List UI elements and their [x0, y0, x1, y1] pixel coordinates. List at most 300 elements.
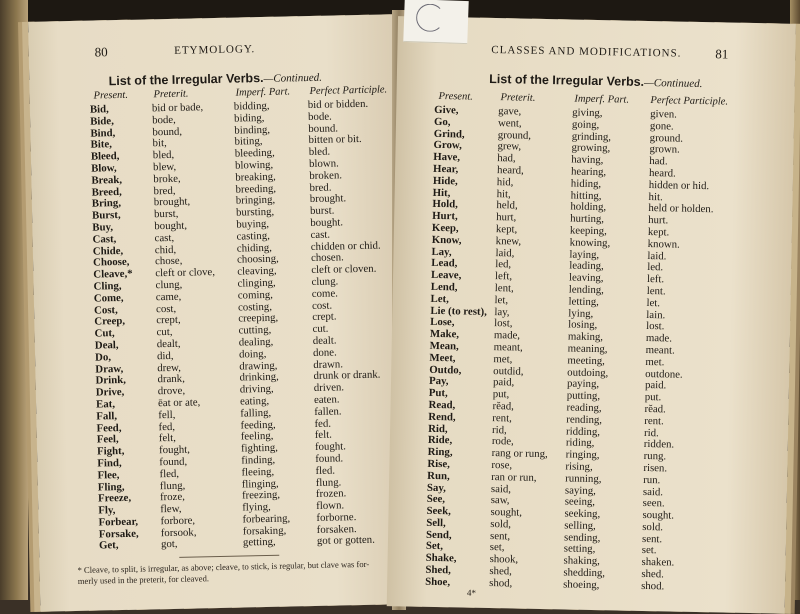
cell-perfect-participle: bid or bidden. — [307, 97, 369, 112]
cell-present: Do, — [94, 350, 112, 364]
cell-imperf-part: seeing, — [564, 495, 596, 509]
cell-imperf-part: doing, — [238, 347, 267, 361]
cell-preterit: rent, — [492, 411, 512, 425]
cell-perfect-participle: cast. — [310, 228, 331, 241]
cell-present: Eat, — [95, 398, 116, 411]
cell-preterit: drove, — [157, 384, 186, 398]
cell-preterit: rĕad, — [492, 399, 514, 413]
cell-imperf-part: sending, — [563, 531, 601, 544]
cell-perfect-participle: risen. — [643, 461, 668, 475]
cell-present: Rise, — [427, 457, 451, 471]
cell-imperf-part: dealing, — [238, 335, 274, 349]
cell-imperf-part: leaving, — [568, 271, 604, 285]
cell-present: Bid, — [89, 103, 109, 116]
cell-present: Run, — [427, 469, 450, 482]
cell-present: Get, — [98, 539, 119, 553]
cell-perfect-participle: shod. — [641, 579, 665, 593]
cell-imperf-part: clinging, — [237, 276, 276, 290]
cell-perfect-participle: left. — [646, 273, 665, 286]
cell-present: Creep, — [94, 315, 126, 328]
left-col-imperf-part: Imperf. Part. — [235, 86, 291, 99]
cell-perfect-participle: rent. — [644, 414, 664, 428]
cell-preterit: broke, — [153, 172, 181, 186]
cell-imperf-part: costing, — [237, 300, 273, 314]
cell-imperf-part: buying, — [236, 217, 270, 231]
cell-present: Freeze, — [97, 492, 132, 505]
cell-preterit: cost, — [155, 302, 177, 315]
cell-preterit: held, — [496, 199, 518, 212]
cell-preterit: froze, — [159, 491, 186, 504]
cell-imperf-part: binding, — [234, 123, 271, 137]
cell-present: Know, — [431, 233, 462, 247]
cell-perfect-participle: seen. — [642, 497, 665, 510]
paper-bookmark — [403, 0, 468, 44]
cell-present: Ride, — [427, 434, 453, 447]
cell-present: Draw, — [95, 362, 124, 376]
cell-perfect-participle: bound. — [308, 122, 339, 135]
cell-present: Mean, — [429, 339, 459, 353]
cell-preterit: shed, — [489, 565, 513, 578]
cell-present: Choose, — [92, 256, 130, 269]
cell-present: Shake, — [425, 552, 457, 565]
cell-imperf-part: knowing, — [569, 236, 611, 250]
cell-preterit: crept, — [156, 314, 181, 327]
cell-imperf-part: bringing, — [235, 194, 276, 207]
right-list-title — [397, 70, 795, 92]
cell-preterit: made, — [493, 329, 521, 342]
cell-present: Hit, — [432, 186, 451, 199]
cell-preterit: hit, — [496, 187, 511, 200]
cell-perfect-participle: put. — [644, 391, 662, 404]
cell-present: Lead, — [431, 257, 458, 270]
cell-imperf-part: choosing, — [236, 253, 279, 266]
cell-imperf-part: ridding, — [565, 424, 601, 438]
cell-perfect-participle: burst. — [309, 204, 335, 218]
cell-preterit: ēat or ate, — [157, 396, 201, 410]
right-col-present: Present. — [438, 90, 473, 103]
cell-present: Forsake, — [98, 527, 139, 541]
cell-imperf-part: rising, — [565, 460, 593, 473]
cell-preterit: felt, — [158, 432, 177, 445]
cell-present: Fling, — [97, 480, 125, 494]
cell-preterit: let, — [494, 293, 509, 307]
cell-present: Meet, — [429, 351, 456, 365]
cell-preterit: fell, — [158, 408, 176, 421]
cell-present: Lie (to rest), — [430, 304, 487, 318]
cell-present: Put, — [428, 386, 448, 400]
cell-preterit: outdid, — [493, 364, 524, 378]
cell-present: Keep, — [431, 221, 459, 235]
cell-perfect-participle: drawn. — [313, 357, 344, 371]
cell-imperf-part: biting, — [234, 135, 263, 148]
cell-imperf-part: shaking, — [563, 554, 601, 568]
cell-preterit: chid, — [154, 243, 177, 256]
cell-present: Fall, — [96, 409, 118, 423]
cell-present: Lose, — [430, 316, 455, 329]
cell-preterit: drank, — [157, 373, 185, 386]
cell-preterit: rode, — [491, 435, 514, 448]
cell-present: See, — [426, 493, 446, 506]
cell-perfect-participle: met. — [645, 355, 665, 369]
cell-preterit: hid, — [496, 175, 514, 189]
cell-perfect-participle: rung. — [643, 450, 667, 463]
cell-present: Sell, — [426, 516, 446, 530]
cell-present: Grind, — [433, 127, 465, 141]
cell-present: Lay, — [431, 245, 452, 258]
cell-perfect-participle: said. — [642, 485, 664, 498]
right-running-head: CLASSES AND MODIFICATIONS. — [491, 43, 682, 60]
cell-imperf-part: driving, — [239, 382, 274, 396]
cell-imperf-part: setting, — [563, 542, 596, 556]
cell-perfect-participle: sold. — [642, 520, 664, 534]
cell-preterit: lay, — [494, 305, 510, 318]
cell-imperf-part: running, — [565, 472, 602, 485]
cell-perfect-participle: rĕad. — [644, 402, 666, 416]
cell-perfect-participle: bode. — [307, 110, 332, 123]
cell-preterit: flung, — [159, 479, 186, 492]
cell-present: Outdo, — [429, 363, 462, 376]
cell-preterit: chose, — [154, 255, 183, 268]
cell-perfect-participle: lent. — [646, 284, 666, 298]
cell-imperf-part: keeping, — [569, 224, 607, 238]
cell-preterit: came, — [155, 290, 182, 304]
cell-imperf-part: bleeding, — [234, 146, 275, 160]
right-page-number: 81 — [715, 46, 729, 62]
cell-perfect-participle: meant. — [645, 343, 675, 357]
cell-imperf-part: riding, — [565, 436, 595, 450]
cell-preterit: heard, — [496, 164, 524, 177]
cell-imperf-part: seeking, — [564, 507, 601, 521]
cell-perfect-participle: chosen. — [310, 251, 344, 265]
cell-preterit: cast, — [154, 231, 175, 245]
right-verb-table — [387, 104, 794, 595]
cell-perfect-participle: known. — [647, 237, 680, 251]
cell-perfect-participle: lain. — [646, 308, 666, 321]
cell-present: Cast, — [92, 232, 117, 246]
cell-imperf-part: paying, — [566, 377, 600, 391]
cell-preterit: blew, — [152, 160, 177, 174]
cell-present: Pay, — [428, 375, 449, 388]
right-page — [387, 16, 796, 614]
cell-perfect-participle: bought. — [310, 216, 344, 229]
cell-imperf-part: creeping, — [238, 312, 279, 325]
cell-imperf-part: biding, — [233, 111, 265, 125]
cell-present: Feel, — [96, 433, 119, 446]
right-list-continued: —Continued. — [643, 76, 703, 91]
cell-preterit: led, — [495, 258, 512, 271]
cell-perfect-participle: cut. — [312, 322, 329, 336]
cell-perfect-participle: bred. — [309, 181, 332, 194]
cell-present: Deal, — [94, 339, 119, 352]
cell-present: Fight, — [96, 445, 125, 458]
cell-preterit: gave, — [498, 105, 522, 118]
cell-imperf-part: fighting, — [240, 441, 279, 455]
cell-present: Hold, — [432, 198, 459, 211]
cell-preterit: clung, — [155, 278, 183, 292]
cell-imperf-part: bidding, — [233, 99, 270, 113]
cell-imperf-part: bursting, — [235, 205, 275, 219]
cell-preterit: left, — [494, 270, 513, 283]
cell-present: Blow, — [91, 162, 117, 175]
cell-present: Grow, — [433, 139, 462, 152]
cell-preterit: rose, — [491, 458, 513, 472]
cell-perfect-participle: let. — [646, 296, 661, 310]
cell-present: Bring, — [91, 197, 122, 210]
left-footnote — [77, 558, 407, 587]
cell-preterit: had, — [497, 152, 516, 165]
cell-preterit: burst, — [153, 207, 179, 221]
cell-present: Bite, — [90, 138, 113, 152]
cell-present: Burst, — [91, 209, 121, 222]
cell-present: Rend, — [428, 410, 456, 424]
cell-perfect-participle: held or holden. — [648, 202, 714, 216]
cell-imperf-part: flinging, — [241, 477, 279, 491]
cell-imperf-part: breeding, — [235, 182, 277, 196]
cell-imperf-part: blowing, — [234, 158, 274, 172]
cell-preterit: ground, — [497, 128, 532, 142]
cell-perfect-participle: got or gotten. — [316, 534, 375, 548]
cell-perfect-participle: lost. — [646, 320, 665, 333]
cell-present: Go, — [433, 115, 451, 129]
cell-perfect-participle: fled. — [315, 464, 336, 477]
cell-perfect-participle: sought. — [642, 509, 675, 522]
cell-perfect-participle: led. — [647, 261, 664, 274]
cell-imperf-part: coming, — [237, 288, 274, 302]
cell-perfect-participle: fallen. — [314, 405, 342, 418]
cell-preterit: cleft or clove, — [155, 266, 216, 280]
cell-perfect-participle: done. — [312, 346, 337, 359]
cell-perfect-participle: bled. — [308, 145, 331, 159]
cell-perfect-participle: rid. — [643, 426, 659, 439]
left-verb-table — [30, 98, 411, 554]
cell-preterit: cut, — [156, 326, 173, 339]
cell-preterit: fed, — [158, 420, 176, 433]
cell-imperf-part: cutting, — [238, 324, 272, 337]
cell-preterit: paid, — [492, 376, 515, 389]
cell-imperf-part: shedding, — [563, 566, 606, 580]
cell-present: Cling, — [93, 279, 122, 293]
cell-imperf-part: hurting, — [570, 212, 605, 226]
cell-imperf-part: feeding, — [240, 418, 276, 432]
bookmark-pencil-mark — [416, 3, 445, 32]
cell-perfect-participle: eaten. — [313, 393, 340, 406]
right-signature-mark: 4* — [466, 587, 477, 598]
cell-perfect-participle: flown. — [316, 499, 345, 513]
cell-preterit: bled, — [152, 149, 175, 162]
cell-perfect-participle: come. — [311, 287, 339, 300]
cell-perfect-participle: hurt. — [648, 214, 669, 227]
cell-imperf-part: getting, — [242, 536, 276, 549]
cell-preterit: bid or bade, — [151, 101, 204, 115]
cell-present: Drive, — [95, 386, 125, 399]
cell-imperf-part: flying, — [242, 501, 271, 514]
cell-present: Bind, — [90, 126, 116, 140]
cell-preterit: lost, — [494, 317, 513, 330]
cell-imperf-part: making, — [567, 330, 604, 344]
cell-preterit: put, — [492, 388, 510, 401]
cell-perfect-participle: sent. — [641, 532, 663, 546]
left-col-present: Present. — [93, 89, 129, 102]
cell-perfect-participle: given. — [650, 108, 678, 121]
cell-perfect-participle: driven. — [313, 381, 345, 395]
left-page-header — [29, 38, 401, 62]
cell-preterit: rid, — [492, 423, 507, 436]
cell-present: Leave, — [430, 269, 462, 282]
cell-perfect-participle: felt. — [314, 428, 332, 442]
cell-preterit: set, — [489, 541, 505, 554]
cell-present: Have, — [433, 151, 461, 164]
cell-present: Shoe, — [425, 575, 451, 589]
cell-present: Cleave,* — [93, 267, 133, 281]
left-page-number: 80 — [94, 44, 108, 60]
cell-perfect-participle: bitten or bit. — [308, 133, 362, 147]
cell-imperf-part: finding, — [241, 453, 276, 467]
cell-preterit: found, — [159, 455, 188, 469]
cell-imperf-part: eating, — [239, 394, 270, 408]
cell-preterit: dealt, — [156, 337, 181, 351]
cell-perfect-participle: grown. — [649, 143, 680, 157]
cell-perfect-participle: hit. — [648, 190, 663, 203]
cell-perfect-participle: broken. — [309, 169, 343, 182]
cell-present: Shed, — [425, 563, 452, 577]
cell-imperf-part: grinding, — [571, 130, 612, 143]
cell-imperf-part: hitting, — [570, 189, 602, 202]
cell-present: Breed, — [91, 185, 122, 199]
cell-imperf-part: chiding, — [236, 241, 273, 255]
cell-perfect-participle: cost. — [311, 299, 333, 312]
cell-perfect-participle: clung. — [311, 275, 339, 288]
cell-preterit: shod, — [489, 576, 513, 590]
cell-imperf-part: drawing, — [239, 359, 278, 373]
cell-present: Chide, — [92, 244, 124, 258]
cell-present: Find, — [97, 456, 122, 470]
cell-present: Say, — [426, 481, 447, 494]
cell-imperf-part: growing, — [571, 141, 611, 155]
right-col-perfect-participle: Perfect Participle. — [650, 95, 729, 108]
cell-perfect-participle: frozen. — [315, 487, 347, 501]
cell-present: Set, — [425, 540, 444, 553]
cell-imperf-part: hiding, — [570, 177, 602, 190]
cell-preterit: hurt, — [496, 211, 517, 224]
cell-preterit: sold, — [490, 517, 512, 531]
cell-perfect-participle: made. — [645, 332, 673, 345]
cell-present: Hurt, — [432, 210, 458, 223]
cell-present: Send, — [425, 528, 452, 541]
cell-preterit: meant, — [493, 341, 523, 354]
cell-imperf-part: drinking, — [239, 371, 279, 384]
cell-present: Bleed, — [90, 150, 120, 163]
left-running-head: ETYMOLOGY. — [174, 43, 256, 57]
cell-present: Cut, — [94, 327, 115, 340]
cell-perfect-participle: drunk or drank. — [313, 368, 381, 383]
cell-perfect-participle: brought. — [309, 192, 347, 206]
cell-imperf-part: saying, — [564, 483, 596, 497]
cell-perfect-participle: found. — [315, 452, 344, 465]
cell-imperf-part: cleaving, — [237, 264, 277, 278]
cell-preterit: flew, — [160, 502, 182, 516]
cell-present: Drink, — [95, 374, 127, 387]
cell-present: Come, — [93, 291, 124, 305]
cell-preterit: saw, — [490, 494, 510, 507]
cell-perfect-participle: blown. — [308, 157, 339, 171]
cell-present: Hear, — [432, 162, 459, 176]
cell-imperf-part: selling, — [564, 519, 596, 532]
cell-present: Read, — [428, 398, 456, 412]
right-col-preterit: Preterit. — [500, 92, 536, 104]
cell-imperf-part: holding, — [570, 200, 607, 214]
cell-present: Ring, — [427, 445, 453, 459]
cell-imperf-part: casting, — [236, 229, 270, 243]
left-list-continued: —Continued. — [263, 71, 323, 85]
cell-perfect-participle: gone. — [649, 119, 674, 133]
cell-imperf-part: letting, — [568, 295, 600, 308]
cell-present: Make, — [429, 327, 460, 341]
footnote-line-2: merly used in the preterit, for cleaved. — [77, 573, 210, 586]
left-list-title-text: List of the Irregular Verbs. — [108, 70, 264, 89]
cell-preterit: lent, — [494, 282, 514, 295]
cell-preterit: brought, — [153, 195, 191, 209]
cell-perfect-participle: outdone. — [645, 367, 683, 381]
cell-perfect-participle: hidden or hid. — [648, 178, 710, 192]
left-page — [28, 14, 412, 612]
cell-present: Break, — [91, 173, 123, 187]
cell-present: Buy, — [92, 221, 114, 234]
cell-preterit: got, — [160, 538, 178, 551]
cell-preterit: knew, — [495, 234, 522, 248]
cell-preterit: fought, — [158, 443, 191, 457]
cell-imperf-part: fleeing, — [241, 465, 275, 479]
cell-present: Seek, — [426, 504, 451, 518]
cell-preterit: grew, — [497, 140, 522, 153]
cell-imperf-part: freezing, — [241, 489, 281, 502]
cell-perfect-participle: forsaken. — [316, 522, 357, 536]
cell-perfect-participle: laid. — [647, 249, 667, 262]
cell-preterit: bought, — [154, 219, 188, 233]
cell-perfect-participle: cleft or cloven. — [311, 262, 377, 277]
right-col-imperf-part: Imperf. Part. — [574, 93, 630, 106]
cell-present: Rid, — [428, 422, 448, 435]
cell-preterit: said, — [490, 482, 512, 495]
cell-present: Hide, — [432, 174, 458, 188]
cell-perfect-participle: had. — [649, 155, 668, 168]
cell-imperf-part: rending, — [566, 413, 603, 426]
left-col-perfect-participle: Perfect Participle. — [309, 84, 388, 98]
cell-preterit: bound, — [152, 125, 183, 138]
cell-perfect-participle: flung. — [315, 475, 342, 489]
cell-perfect-participle: run. — [643, 473, 661, 487]
cell-present: Bide, — [90, 114, 114, 128]
cell-perfect-participle: dealt. — [312, 334, 337, 347]
left-footnote-rule — [179, 555, 279, 558]
cell-preterit: forbore, — [160, 514, 196, 528]
cell-preterit: rang or rung, — [491, 447, 548, 461]
cell-present: Give, — [434, 103, 459, 117]
cell-preterit: went, — [497, 116, 522, 130]
cell-imperf-part: forsaking, — [242, 524, 287, 538]
cell-imperf-part: lying, — [568, 307, 594, 320]
cell-present: Lend, — [430, 280, 458, 294]
cell-imperf-part: hearing, — [570, 165, 607, 179]
cell-present: Let, — [430, 292, 450, 305]
cell-preterit: sent, — [489, 529, 511, 543]
cell-perfect-participle: paid. — [644, 379, 667, 392]
cell-preterit: did, — [156, 349, 174, 362]
cell-imperf-part: laying, — [569, 248, 600, 261]
cell-perfect-participle: fought. — [314, 440, 347, 454]
cell-imperf-part: lending, — [568, 283, 605, 297]
cell-imperf-part: leading, — [569, 259, 604, 273]
cell-perfect-participle: heard. — [648, 167, 676, 180]
